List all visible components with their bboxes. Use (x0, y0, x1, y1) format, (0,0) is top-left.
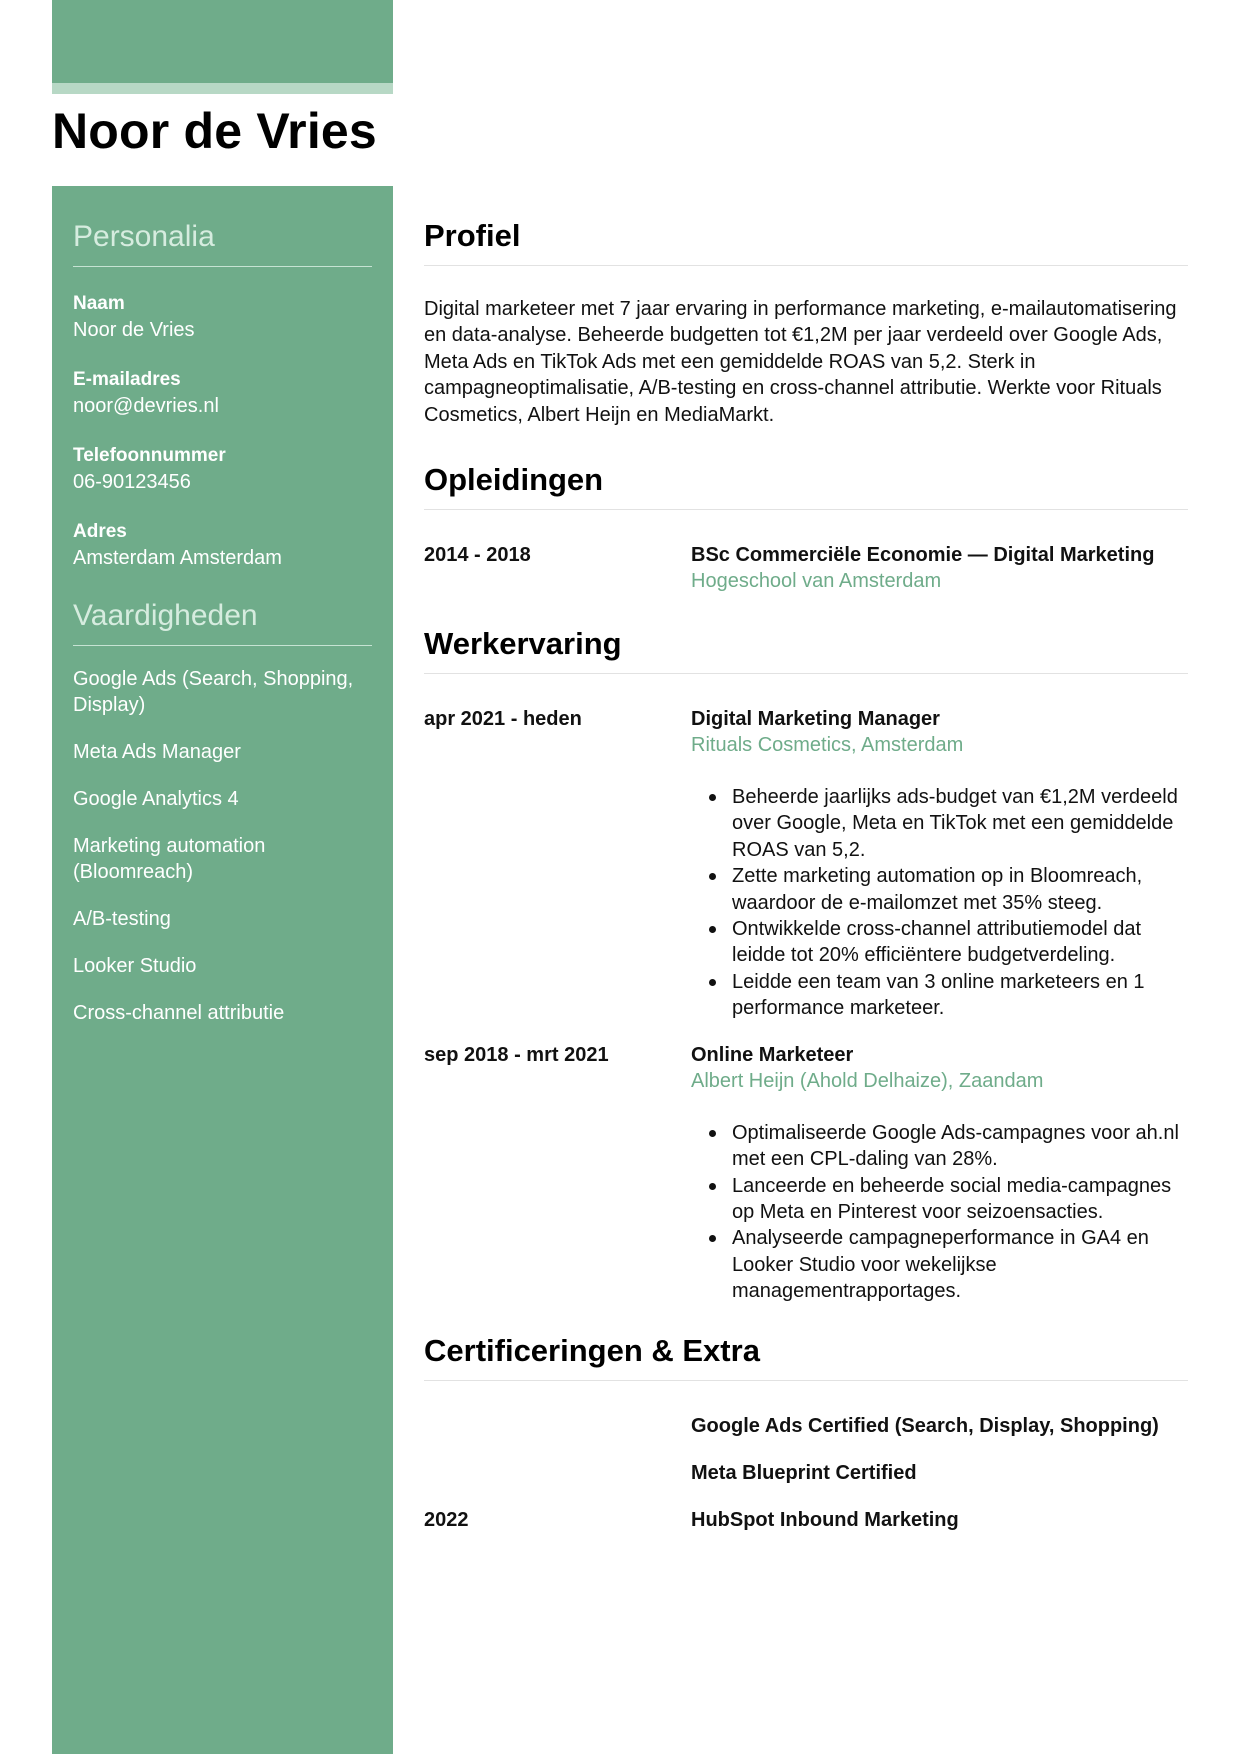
education-entry (424, 542, 1188, 594)
sidebar-header-block (52, 0, 393, 83)
divider (424, 1380, 1188, 1381)
section-title: Certificeringen & Extra (424, 1332, 760, 1368)
divider (424, 509, 1188, 510)
skill-item: Cross-channel attributie (73, 1002, 285, 1024)
skill-item: Google Analytics 4 (73, 788, 239, 810)
education-section (424, 464, 1188, 594)
sidebar-header-stripe (52, 83, 393, 94)
section-title: Profiel (424, 218, 521, 253)
personal-heading: Personalia (73, 220, 215, 253)
sidebar (73, 186, 372, 1047)
field-name (73, 291, 372, 343)
certification-list (424, 1413, 1188, 1554)
entry-employer: Albert Heijn (Ahold Delhaize), Zaandam (691, 1069, 1044, 1092)
bullet-item: Leidde een team van 3 online marketeers en 1 performance marketeer. (691, 969, 1188, 1022)
field-label: E-mailadres (73, 369, 181, 390)
entry-institution: Hogeschool van Amsterdam (691, 570, 942, 593)
profile-text: Digital marketeer met 7 jaar ervaring in performance marketing, e-mailautomatisering en data-analyse. Beheerde budgetten tot €1,2M per jaar verdeeld over Google Ads, Meta Ads en TikTok Ads met een gemiddelde ROAS van 5,2. Sterk in campagneoptimalisatie, A/B-testing en cross-channel attributie. Werkte voor Rituals Cosmetics, Albert Heijn en MediaMarkt. (424, 298, 1177, 426)
certification-item (424, 1460, 1188, 1507)
field-email (73, 367, 372, 419)
entry-body (691, 706, 1188, 1022)
field-label: Naam (73, 293, 125, 314)
profile-section (424, 220, 1188, 428)
bullet-item: Beheerde jaarlijks ads-budget van €1,2M verdeeld over Google, Meta en TikTok met een gemiddelde ROAS van 5,2. (691, 784, 1188, 863)
email-value[interactable]: noor@devries.nl (73, 395, 219, 417)
divider (424, 265, 1188, 266)
entry-date: apr 2021 - heden (424, 708, 582, 731)
skill-item: Marketing automation (Bloomreach) (73, 835, 266, 883)
skill-item: Meta Ads Manager (73, 741, 241, 763)
experience-entry (424, 1042, 1188, 1305)
entry-body (691, 542, 1188, 594)
bullet-list (691, 784, 1188, 1022)
field-value: Amsterdam Amsterdam (73, 547, 282, 569)
certifications-section (424, 1332, 1188, 1554)
main-content (424, 186, 1188, 1554)
divider (73, 266, 372, 267)
entry-date: sep 2018 - mrt 2021 (424, 1043, 609, 1066)
experience-entry (424, 706, 1188, 1022)
bullet-item: Lanceerde en beheerde social media-campagnes op Meta en Pinterest voor seizoensacties. (691, 1173, 1188, 1226)
field-address (73, 519, 372, 571)
skill-item: Google Ads (Search, Shopping, Display) (73, 668, 354, 716)
phone-value: 06-90123456 (73, 471, 191, 493)
skills-list (73, 666, 372, 1026)
entry-title: BSc Commerciële Economie — Digital Marketing (691, 544, 1155, 567)
certification-name: Meta Blueprint Certified (691, 1461, 917, 1484)
divider (73, 645, 372, 646)
skill-item: Looker Studio (73, 955, 197, 977)
entry-title: Digital Marketing Manager (691, 708, 940, 731)
bullet-item: Zette marketing automation op in Bloomreach, waardoor de e-mailomzet met 35% steeg. (691, 863, 1188, 916)
bullet-item: Optimaliseerde Google Ads-campagnes voor ah.nl met een CPL-daling van 28%. (691, 1120, 1188, 1173)
certification-name: HubSpot Inbound Marketing (691, 1508, 959, 1531)
entry-title: Online Marketeer (691, 1043, 854, 1066)
divider (424, 673, 1188, 674)
certification-name: Google Ads Certified (Search, Display, Shopping) (691, 1414, 1159, 1437)
field-label: Telefoonnummer (73, 445, 226, 466)
skill-item: A/B-testing (73, 908, 171, 930)
entry-date: 2014 - 2018 (424, 544, 531, 567)
certification-year (424, 1460, 691, 1507)
certification-item (424, 1507, 1188, 1554)
field-phone (73, 443, 372, 495)
entry-body (691, 1042, 1188, 1305)
certification-year (424, 1413, 691, 1460)
certification-year: 2022 (424, 1508, 469, 1531)
field-value: Noor de Vries (73, 319, 195, 341)
candidate-name: Noor de Vries (52, 103, 377, 159)
bullet-list (691, 1120, 1188, 1305)
bullet-item: Analyseerde campagneperformance in GA4 en Looker Studio voor wekelijkse managementrapportages. (691, 1225, 1188, 1304)
section-title: Werkervaring (424, 626, 622, 662)
certification-item (424, 1413, 1188, 1460)
bullet-item: Ontwikkelde cross-channel attributiemodel dat leidde tot 20% efficiëntere budgetverdeling. (691, 916, 1188, 969)
entry-employer: Rituals Cosmetics, Amsterdam (691, 734, 964, 757)
skills-heading: Vaardigheden (73, 599, 258, 632)
experience-section (424, 628, 1188, 1305)
field-label: Adres (73, 521, 127, 542)
section-title: Opleidingen (424, 462, 604, 498)
